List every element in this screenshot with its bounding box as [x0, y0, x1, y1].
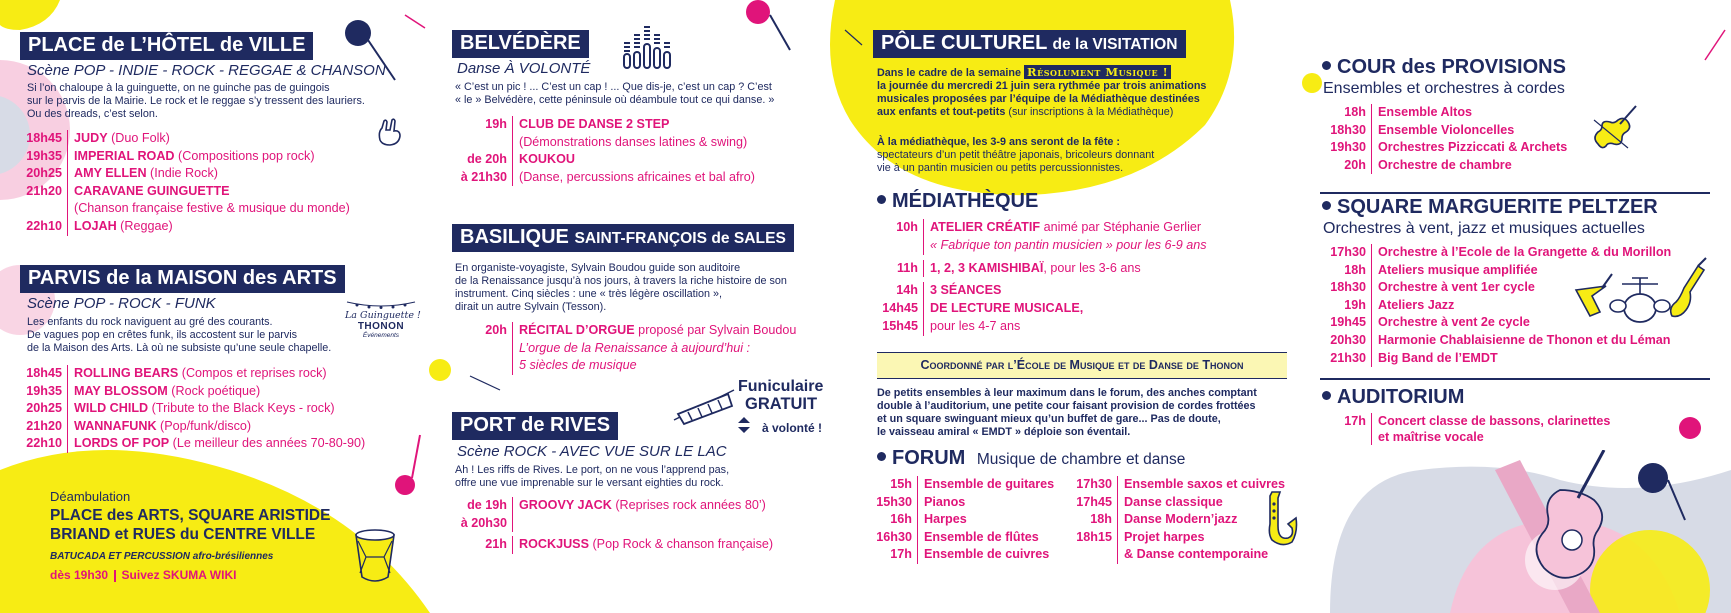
square-title: SQUARE MARGUERITE PELTZER [1322, 196, 1658, 219]
auditorium-schedule [1304, 413, 1610, 445]
rock-hand-icon [374, 118, 408, 148]
deambulation-title: PLACE des ARTS, SQUARE ARISTIDE BRIAND et RUES du CENTRE VILLE [50, 507, 331, 543]
table-row: 15h45 pour les 4-7 ans [856, 318, 1207, 336]
basilique-title: BASILIQUE SAINT-FRANÇOIS de SALES [452, 224, 794, 252]
belvedere-schedule [445, 116, 755, 186]
guitar-illustration [1500, 450, 1630, 590]
table-row: 20h RÉCITAL D’ORGUE proposé par Sylvain Boudou [445, 322, 796, 340]
table-row: 18h15 Projet harpes [1050, 529, 1285, 547]
table-row: 17h30 Orchestre à l’Ecole de la Grangette & du Morillon [1304, 244, 1671, 262]
port-description: Ah ! Les riffs de Rives. Le port, on ne vous l’apprend pas, offre une vue imprenable sur le versant eighties du rock. [455, 464, 730, 489]
table-row: 14h 3 SÉANCES [856, 282, 1207, 300]
table-row: 19h CLUB DE DANSE 2 STEP [445, 116, 755, 134]
hotel-subtitle: Scène POP - INDIE - ROCK - REGGAE & CHANSON [27, 62, 386, 79]
table-row: 16h Harpes [850, 511, 1054, 529]
pole-title: PÔLE CULTUREL de la VISITATION [873, 30, 1186, 58]
pole-intro: Dans le cadre de la semaine Résolument Musique ! la journée du mercredi 21 juin sera rythmée par trois animations musicales proposées par l’équipe de la Médiathèque destinées aux enfants et tout-petits (sur inscriptions à la Médiathèque) [877, 65, 1207, 118]
table-row: « Fabrique ton pantin musicien » pour les 6-9 ans [856, 237, 1207, 255]
bunting-icon [345, 300, 417, 310]
table-row: 21h ROCKJUSS (Pop Rock & chanson française) [445, 536, 773, 554]
funiculaire-gratuit: GRATUIT [745, 395, 818, 413]
table-row: 21h20 WANNAFUNK (Pop/funk/disco) [0, 418, 365, 436]
belvedere-title: BELVÉDÈRE [452, 30, 589, 58]
table-row: 21h30 Big Band de l’EMDT [1304, 350, 1671, 368]
table-row: 22h10 LOJAH (Reggae) [0, 218, 350, 236]
table-row: 19h Ateliers Jazz [1304, 297, 1671, 315]
table-row: 17h Concert classe de bassons, clarinettes et maîtrise vocale [1344, 414, 1611, 444]
deambulation-subtitle: BATUCADA ET PERCUSSION afro-brésiliennes [50, 551, 274, 562]
table-row: 18h Danse Modern’jazz [1050, 511, 1285, 529]
table-row: de 19h GROOVY JACK (Reprises rock années 80’) [445, 497, 773, 515]
table-row: 20h25 WILD CHILD (Tribute to the Black Keys - rock) [0, 400, 365, 418]
hotel-schedule [0, 130, 350, 236]
table-row: 22h10 LORDS OF POP (Le meilleur des années 70-80-90) [0, 435, 365, 453]
table-row: 17h30 Ensemble saxos et cuivres [1050, 476, 1285, 494]
table-row: 20h25 AMY ELLEN (Indie Rock) [0, 165, 350, 183]
table-row: 20h Orchestre de chambre [1304, 157, 1567, 175]
basilique-schedule [445, 322, 796, 375]
table-row: L’orgue de la Renaissance à aujourd’hui : [445, 340, 796, 358]
hotel-description: Si l’on chaloupe à la guinguette, on ne guinche pas de guingois sur le parvis de la Mairie. Le rock et le reggae s’y tressent des lauriers. Ou des dreads, c’est selon. [27, 82, 365, 120]
deambulation-time: dès 19h30 Suivez SKUMA WIKI [50, 568, 237, 582]
table-row: 20h30 Harmonie Chablaisienne de Thonon et du Léman [1304, 332, 1671, 350]
table-row: 18h45 JUDY (Duo Folk) [0, 130, 350, 148]
forum-schedule-right [1050, 476, 1285, 564]
table-row: 18h Ensemble Altos [1304, 104, 1567, 122]
belvedere-subtitle: Danse À VOLONTÉ [457, 60, 591, 77]
table-row: 19h30 Orchestres Pizziccati & Archets [1304, 139, 1567, 157]
table-row: 19h35 IMPERIAL ROAD (Compositions pop rock) [0, 148, 350, 166]
parvis-schedule [0, 365, 365, 453]
resolument-musique-badge: Résolument Musique ! [1024, 65, 1171, 79]
port-schedule [445, 497, 773, 554]
table-row: à 21h30 (Danse, percussions africaines et bal afro) [445, 169, 755, 187]
guinguette-logo: La Guinguette ! THONON Événements [345, 300, 417, 339]
saxophone-icon [1258, 488, 1298, 548]
table-row: 18h30 Orchestre à vent 1er cycle [1304, 279, 1671, 297]
basilique-description: En organiste-voyagiste, Sylvain Boudou guide son auditoire de la Renaissance jusqu’à nos jours, à travers la riche histoire de son instrument. Cinq siècles : une « très légère oscillation », dirait un autre Sylvain (Tesson). [455, 262, 787, 313]
cour-schedule [1304, 104, 1567, 174]
table-row: 5 siècles de musique [445, 357, 796, 375]
violin-icon [1588, 100, 1640, 152]
drum-icon [350, 527, 400, 589]
up-down-arrows-icon [737, 416, 751, 434]
coordonne-description: De petits ensembles à leur maximum dans le forum, des anches comptant double à l’auditorium, une petite cour faisant provision de cordes frottées et un square swinguant mieux qu’un buffet de gare... Pas de doute, le vaisseau amiral « EMDT » déploie son éventail. [877, 387, 1257, 438]
table-row: 18h30 Ensemble Violoncelles [1304, 122, 1567, 140]
cour-subtitle: Ensembles et orchestres à cordes [1323, 80, 1565, 97]
square-subtitle: Orchestres à vent, jazz et musiques actuelles [1323, 220, 1645, 237]
deambulation-label: Déambulation [50, 489, 131, 504]
table-row: (Démonstrations danses latines & swing) [445, 134, 755, 152]
parvis-subtitle: Scène POP - ROCK - FUNK [27, 295, 216, 312]
bullet-icon [1322, 201, 1331, 210]
port-subtitle: Scène ROCK - AVEC VUE SUR LE LAC [457, 443, 727, 460]
equalizer-icon [622, 24, 672, 70]
bullet-icon [877, 195, 886, 204]
divider [1320, 192, 1710, 194]
band-instruments-icon [1572, 256, 1712, 328]
bullet-icon [1322, 61, 1331, 70]
funiculaire-label: Funiculaire [738, 378, 824, 395]
table-row: 19h45 Orchestre à vent 2e cycle [1304, 314, 1671, 332]
table-row: de 20h KOUKOU [445, 151, 755, 169]
bullet-icon [1322, 391, 1331, 400]
port-title: PORT de RIVES [452, 412, 618, 440]
belvedere-description: « C’est un pic ! ... C’est un cap ! ... Que dis-je, c’est un cap ? C’est « le » Belvédère, cette péninsule où déambule tout ce qui danse. » [455, 81, 775, 106]
table-row: 16h30 Ensemble de flûtes [850, 529, 1054, 547]
pole-fete: À la médiathèque, les 3-9 ans seront de la fête : spectateurs d’un petit théâtre japonais, bricoleurs donnant vie à un pantin musicien ou petits percussionnistes. [877, 136, 1155, 174]
table-row: 18h Ateliers musique amplifiée [1304, 262, 1671, 280]
mediatheque-title: MÉDIATHÈQUE [877, 190, 1038, 213]
table-row: 14h45 DE LECTURE MUSICALE, [856, 300, 1207, 318]
auditorium-title: AUDITORIUM [1322, 386, 1464, 409]
divider [1320, 378, 1710, 380]
coordonne-banner: Coordonné par l’École de Musique et de Danse de Thonon [877, 352, 1287, 379]
table-row: 15h30 Pianos [850, 494, 1054, 512]
table-row: (Chanson française festive & musique du monde) [0, 200, 350, 218]
parvis-description: Les enfants du rock naviguent au gré des courants. De vagues pop en crêtes funk, ils accostent sur le parvis de la Maison des Arts. Là où ne subsiste qu’une seule chapelle. [27, 316, 332, 354]
table-row: & Danse contemporaine [1050, 546, 1285, 564]
funiculaire-volonte: à volonté ! [762, 421, 823, 435]
table-row: 11h 1, 2, 3 KAMISHIBAÏ, pour les 3-6 ans [856, 260, 1207, 278]
table-row: 19h35 MAY BLOSSOM (Rock poétique) [0, 383, 365, 401]
forum-title: FORUM Musique de chambre et danse [877, 447, 1185, 470]
table-row: à 20h30 [445, 515, 773, 533]
forum-schedule-left [850, 476, 1054, 564]
table-row: 10h ATELIER CRÉATIF animé par Stéphanie Gerlier [856, 219, 1207, 237]
table-row: 21h20 CARAVANE GUINGUETTE [0, 183, 350, 201]
cour-title: COUR des PROVISIONS [1322, 56, 1566, 79]
bullet-icon [877, 452, 886, 461]
table-row: 17h Ensemble de cuivres [850, 546, 1054, 564]
mediatheque-schedule [856, 219, 1207, 336]
table-row: 15h Ensemble de guitares [850, 476, 1054, 494]
hotel-title: PLACE de L’HÔTEL de VILLE [20, 32, 313, 60]
table-row: 17h45 Danse classique [1050, 494, 1285, 512]
table-row: 18h45 ROLLING BEARS (Compos et reprises rock) [0, 365, 365, 383]
funicular-icon [670, 384, 738, 426]
parvis-title: PARVIS de la MAISON des ARTS [20, 265, 345, 293]
